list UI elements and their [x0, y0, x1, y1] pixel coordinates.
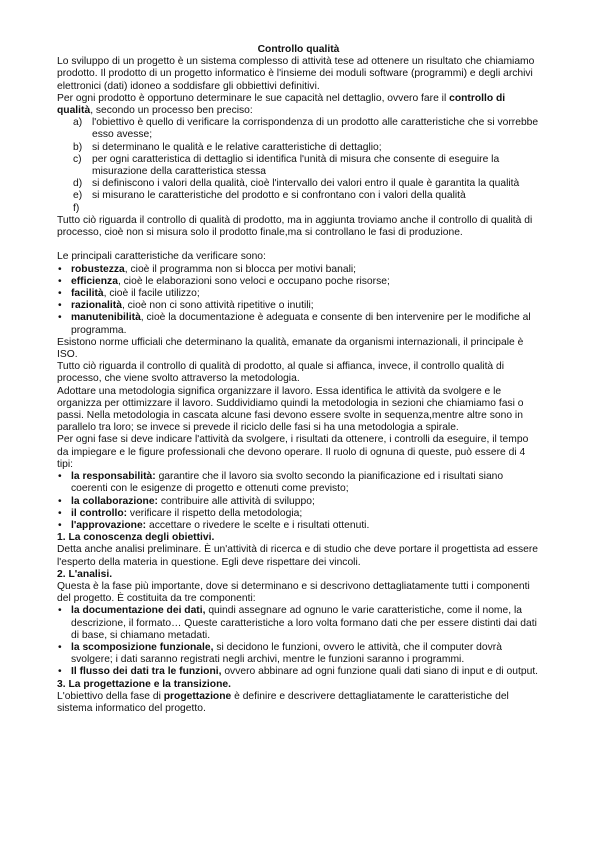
characteristic-term: facilità [71, 288, 104, 300]
list-item-text: si definiscono i valori della qualità, cioè l'intervallo dei valori entro il quale è garantita la qualità [92, 178, 520, 190]
list-item-text: per ogni caratteristica di dettaglio si identifica l'unità di misura che consente di eseguire la misurazione della caratteristica stessa [92, 153, 500, 178]
characteristics-intro: Le principali caratteristiche da verificare sono: [57, 251, 266, 263]
bullet-icon: • [58, 263, 62, 275]
bullet-icon: • [58, 288, 62, 300]
process-steps-list [57, 117, 540, 215]
role-text: contribuire alle attività di sviluppo; [157, 495, 315, 507]
quality-control-paragraph [57, 93, 540, 117]
list-marker: e) [73, 190, 83, 202]
bullet-icon: • [58, 519, 62, 531]
component-term: la scomposizione funzionale, [71, 641, 214, 653]
component-term: Il flusso dei dati tra le funzioni, [71, 666, 222, 678]
page-title: Controllo qualità [257, 44, 340, 55]
characteristic-text: , cioè non ci sono attività ripetitive o inutili; [121, 300, 314, 312]
characteristic-text: , cioè il facile utilizzo; [103, 288, 200, 300]
list-marker: b) [73, 141, 83, 153]
bullet-icon: • [58, 495, 62, 507]
list-item [57, 496, 540, 508]
list-item [57, 642, 540, 666]
component-text: quindi assegnare ad ognuno le varie caratteristiche, come il nome, la descrizione, il formato… Queste caratteristiche a loro volta formano dati che per essere distinti dai dati di base, si chiamano metadati. [71, 605, 537, 641]
list-item [57, 520, 540, 532]
bullet-icon: • [58, 605, 62, 617]
list-item [57, 300, 540, 312]
characteristic-term: efficienza [71, 275, 118, 287]
roles-paragraph: Per ogni fase si deve indicare l'attività da svolgere, i risultati da ottenere, i controlli da eseguire, il tempo da impiegare e le figure professionali che devono operare. Il ruolo di ognuna di queste, può essere di 4 tipi: [57, 434, 529, 470]
component-term: la documentazione dei dati, [71, 605, 206, 617]
list-item [57, 666, 540, 678]
characteristic-term: razionalità [71, 300, 122, 312]
list-item [57, 178, 540, 190]
role-term: la collaborazione: [71, 495, 158, 507]
role-term: l'approvazione: [71, 519, 147, 531]
section-paragraph [57, 691, 540, 715]
list-item [57, 203, 540, 215]
methodology-paragraph: Tutto ciò riguarda il controllo di qualità di prodotto, al quale si affianca, invece, il controllo qualità di processo, che viene svolto attraverso la metodologia. [57, 361, 505, 385]
intro2-text-a: Per ogni prodotto è opportuno determinare le sue capacità nel dettaglio, ovvero fare il [57, 92, 450, 104]
bullet-icon: • [58, 666, 62, 678]
bullet-icon: • [58, 507, 62, 519]
paragraph-gap [57, 239, 540, 251]
role-term: il controllo: [71, 507, 128, 519]
list-item [57, 605, 540, 642]
bullet-icon: • [58, 641, 62, 653]
role-text: verificare il rispetto della metodologia; [127, 507, 303, 519]
section-paragraph: Detta anche analisi preliminare. È un'attività di ricerca e di studio che deve portare il progettista ad essere l'esperto della materia in questione. Egli deve rispettare dei vincoli. [57, 544, 539, 568]
bullet-icon: • [58, 300, 62, 312]
list-item [57, 117, 540, 141]
bullet-icon: • [58, 312, 62, 324]
list-item [57, 276, 540, 288]
characteristic-term: robustezza [71, 263, 125, 275]
list-item [57, 264, 540, 276]
list-marker: f) [73, 202, 80, 214]
list-item [57, 288, 540, 300]
phases-paragraph: Adottare una metodologia significa organizzare il lavoro. Essa identifica le attività da svolgere e le organizza per ottimizzare il lavoro. Suddividiamo quindi la metodologia in sezioni che chiamiamo fasi o passi. Nella metodologia in cascata alcune fasi devono essere svolte in sequenza,mentre altre sono in parallelo tra loro; se invece si prevede il riciclo delle fasi si ha una metodologia a spirale. [57, 385, 524, 434]
p3-text-b: è definire e descrivere dettagliatamente le caratteristiche del sistema informatico del progetto. [57, 690, 509, 714]
list-item-text [92, 203, 95, 214]
component-text: si decidono le funzioni, ovvero le attività, che il computer dovrà svolgere; i dati saranno registrati negli archivi, mentre le funzioni saranno i programmi. [71, 641, 502, 666]
list-item-text: l'obiettivo è quello di verificare la corrispondenza di un prodotto alle caratteristiche che si vorrebbe esso avesse; [92, 117, 539, 141]
section-heading: 3. La progettazione e la transizione. [57, 678, 231, 690]
intro2-text-b: , secondo un processo ben preciso: [90, 105, 253, 117]
bullet-icon: • [58, 275, 62, 287]
p3-text-a: L'obiettivo della fase di [57, 690, 164, 702]
iso-paragraph: Esistono norme ufficiali che determinano la qualità, emanate da organismi internazionali, il principale è ISO. [57, 336, 524, 361]
role-term: la responsabilità: [71, 471, 156, 483]
characteristic-text: , cioè la documentazione è adeguata e consente di ben intervenire per le modifiche al programma. [71, 312, 531, 336]
bullet-icon: • [58, 471, 62, 483]
list-marker: c) [73, 153, 82, 165]
characteristic-text: , cioè il programma non si blocca per motivi banali; [124, 263, 357, 275]
list-marker: d) [73, 178, 83, 190]
components-list [57, 605, 540, 678]
list-item-text: si misurano le caratteristiche del prodotto e si confrontano con i valori della qualità [92, 190, 466, 202]
roles-list [57, 471, 540, 532]
progettazione-term: progettazione [163, 690, 232, 702]
list-item [57, 508, 540, 520]
list-item [57, 471, 540, 495]
list-marker: a) [73, 117, 83, 129]
characteristic-text: , cioè le elaborazioni sono veloci e occupano poche risorse; [117, 275, 390, 287]
list-item [57, 312, 540, 336]
component-text: ovvero abbinare ad ogni funzione quali dati siano di input e di output. [221, 666, 539, 678]
list-item [57, 190, 540, 202]
characteristic-term: manutenibilità [71, 312, 141, 324]
process-quality-paragraph: Tutto ciò riguarda il controllo di qualità di prodotto, ma in aggiunta troviamo anche il controllo di qualità di processo, cioè non si misura solo il prodotto finale,ma si controllano le fasi di produzione. [57, 214, 533, 239]
list-item [57, 142, 540, 154]
section-heading: 2. L'analisi. [57, 568, 113, 580]
intro-paragraph: Lo sviluppo di un progetto è un sistema complesso di attività tese ad ottenere un risultato che chiamiamo prodotto. Il prodotto di un progetto informatico è l'insieme dei moduli software (programmi) e degli archivi elettronici (dati) idoneo a soddisfare gli obbiettivi definitivi. [57, 56, 535, 92]
role-text: accettare o rivedere le scelte e i risultati ottenuti. [146, 519, 370, 531]
role-text: garantire che il lavoro sia svolto secondo la pianificazione ed i risultati siano coerenti con le esigenze di progetto e ottenuti come previsto; [71, 471, 504, 495]
list-item-text: si determinano le qualità e le relative caratteristiche di dettaglio; [92, 141, 382, 153]
list-item [57, 154, 540, 178]
characteristics-list [57, 264, 540, 337]
section-heading: 1. La conoscenza degli obiettivi. [57, 532, 215, 544]
quality-control-term: controllo di qualità [57, 92, 506, 117]
section-paragraph: Questa è la fase più importante, dove si determinano e si descrivono dettagliatamente tutti i componenti del progetto. È costituita da tre componenti: [57, 580, 530, 605]
